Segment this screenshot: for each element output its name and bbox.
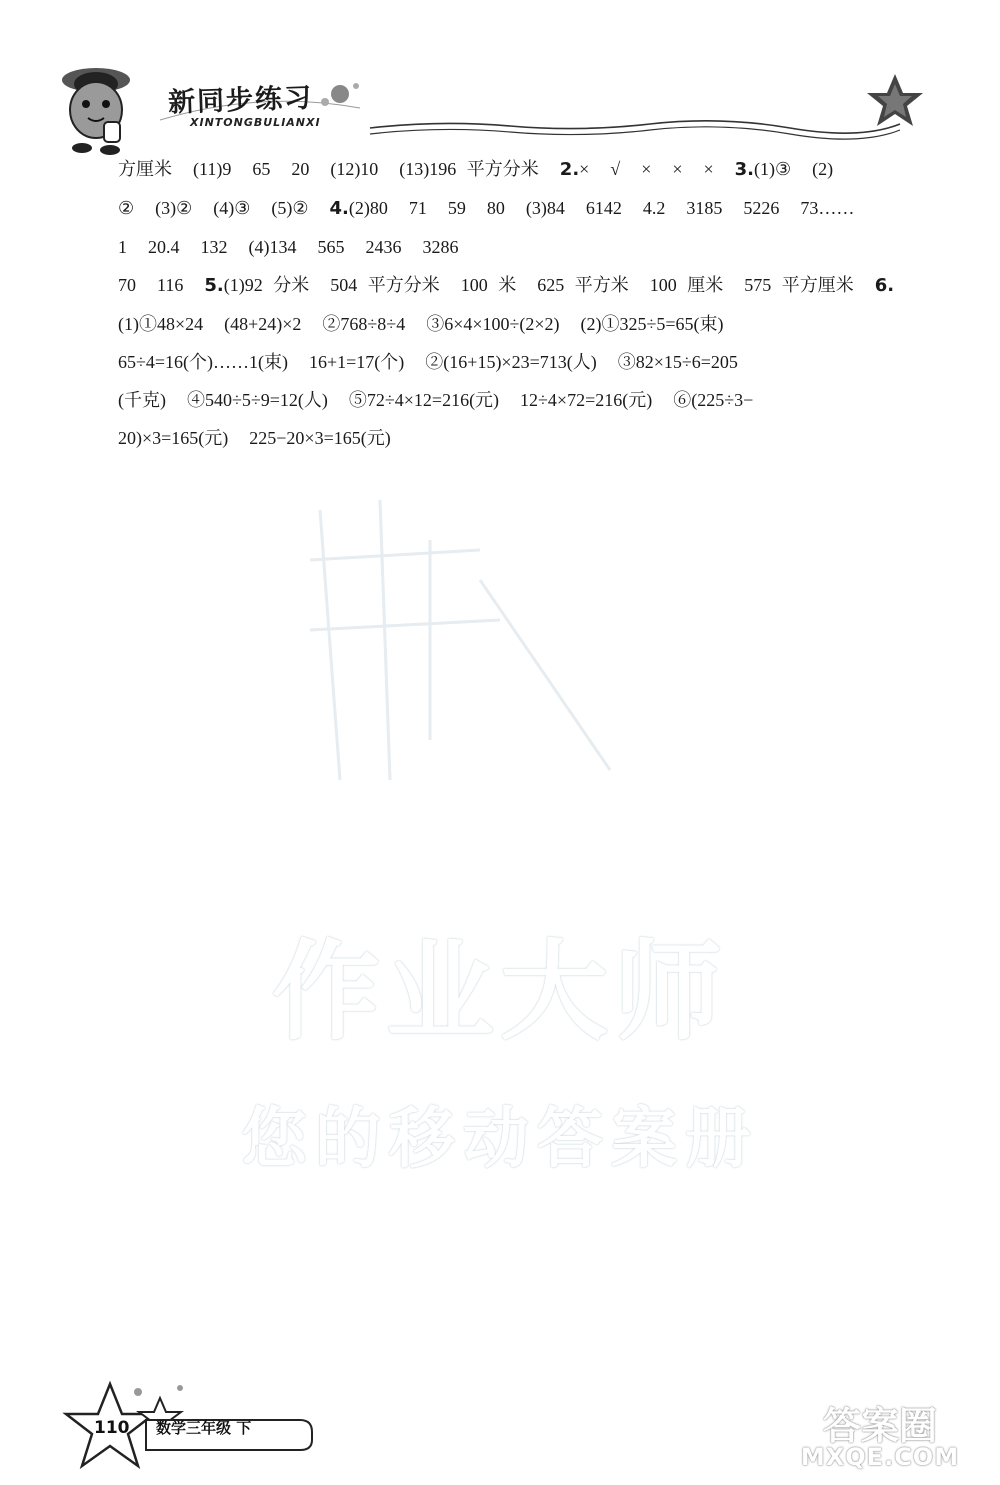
brand-title: 新同步练习 bbox=[167, 82, 314, 119]
answer-line-5: (1)①48×24 (48+24)×2 ②768÷8÷4 ③6×4×100÷(2×2) (2)①325÷5=65(束) bbox=[118, 314, 724, 334]
watermark-title: 作业大师 bbox=[271, 930, 728, 1055]
question-2-label: 2. bbox=[559, 159, 580, 180]
book-label: 数学三年级 下 bbox=[156, 1419, 252, 1437]
page-footer bbox=[60, 1380, 360, 1470]
corner-watermark-logo bbox=[780, 1395, 980, 1475]
answer-line-6: 65÷4=16(个)……1(束) 16+1=17(个) ②(16+15)×23=713(人) ③82×15÷6=205 bbox=[118, 352, 738, 372]
corner-logo-mark: 答案圈 bbox=[822, 1404, 937, 1448]
answer-line-7: (千克) ④540÷5÷9=12(人) ⑤72÷4×12=216(元) 12÷4×72=216(元) ⑥(225÷3− bbox=[118, 390, 754, 410]
question-4-label: 4. bbox=[329, 198, 349, 219]
watermark-slogan: 您的移动答案册 bbox=[241, 1100, 759, 1177]
page-header bbox=[40, 50, 940, 160]
answer-line-8: 20)×3=165(元) 225−20×3=165(元) bbox=[118, 428, 391, 448]
answer-line-2: ② (3)② (4)③ (5)② 4.(2)80 71 59 80 (3)84 6142 4.2 3185 5226 73…… bbox=[118, 198, 855, 219]
question-3-label: 3. bbox=[734, 159, 755, 180]
corner-logo-url: MXQE.COM bbox=[800, 1443, 960, 1471]
page-number: 110 bbox=[94, 1418, 130, 1438]
mascot-icon bbox=[48, 58, 144, 158]
answer-line-1: 方厘米 (11)9 65 20 (12)10 (13)196 平方分米 2.× √ × × × 3.(1)③ (2) bbox=[118, 159, 834, 180]
answer-block bbox=[118, 150, 938, 457]
answer-line-3: 1 20.4 132 (4)134 565 2436 3286 bbox=[118, 237, 459, 257]
brand-subtitle: XINTONGBULIANXI bbox=[190, 116, 321, 129]
watermark-ghost-shape bbox=[280, 480, 640, 780]
question-5-label: 5. bbox=[204, 275, 224, 296]
answer-line-4: 70 116 5.(1)92 分米 504 平方分米 100 米 625 平方米 100 厘米 575 平方厘米 6. bbox=[118, 275, 895, 296]
question-6-label: 6. bbox=[874, 275, 895, 296]
